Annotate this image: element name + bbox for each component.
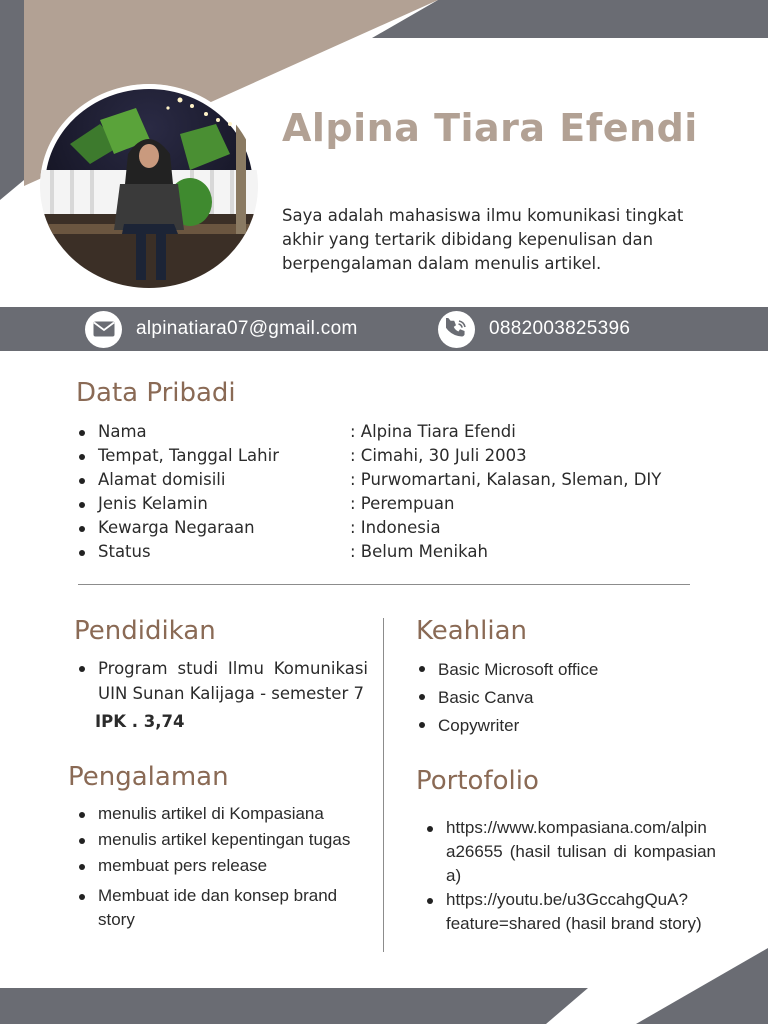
experience-heading: Pengalaman [68,762,229,792]
phone-contact[interactable] [438,307,630,351]
gpa-text: IPK . 3,74 [95,712,185,731]
list-item: Copywriter [416,712,716,740]
education-heading: Pendidikan [74,616,216,646]
email-text[interactable]: alpinatiara07@gmail.com [136,318,358,339]
bottom-slate-band [0,988,588,1024]
portfolio-link[interactable]: https://youtu.be/u3GccahgQuA?feature=shared (hasil brand story) [424,888,716,936]
profile-photo [40,84,258,288]
contact-band [0,307,768,351]
list-item [76,420,676,444]
skills-heading: Keahlian [416,616,528,646]
envelope-icon [85,311,122,348]
email-contact[interactable] [85,307,358,351]
profile-summary: Saya adalah mahasiswa ilmu komunikasi tingkat akhir yang tertarik dibidang kepenulisan dan berpengalaman dalam menulis artikel. [282,206,684,273]
personal-label: Kewarga Negaraan [98,518,255,537]
person-name: Alpina Tiara Efendi [282,106,698,150]
portfolio-heading: Portofolio [416,766,539,796]
section-divider [78,584,690,585]
list-item: Basic Microsoft office [416,656,716,684]
personal-value: : Indonesia [350,518,441,537]
top-left-slate-strip [0,0,24,200]
personal-label: Tempat, Tanggal Lahir [98,446,279,465]
portfolio-list [424,816,716,936]
column-divider [383,618,384,952]
personal-label: Status [98,542,151,561]
list-item: Basic Canva [416,684,716,712]
skills-list [416,656,716,740]
personal-data-list [76,420,676,564]
list-item [76,444,676,468]
phone-text[interactable]: 0882003825396 [489,318,631,339]
list-item [76,516,676,540]
list-item [76,468,676,492]
list-item: Program studi Ilmu Komunikasi UIN Sunan Kalijaga - semester 7 [76,656,368,706]
list-item: membuat pers release [76,854,366,878]
bottom-right-slate-triangle [636,948,768,1024]
list-item: menulis artikel di Kompasiana [76,802,366,826]
personal-value: : Purwomartani, Kalasan, Sleman, DIY [350,470,662,489]
personal-value: : Belum Menikah [350,542,488,561]
list-item [76,492,676,516]
personal-data-heading: Data Pribadi [76,378,236,408]
personal-label: Jenis Kelamin [98,494,208,513]
top-right-slate-shape [372,0,768,38]
personal-value: : Perempuan [350,494,455,513]
education-list [76,656,368,706]
list-item: Membuat ide dan konsep brand story [76,884,366,932]
phone-icon [438,311,475,348]
personal-value: : Alpina Tiara Efendi [350,422,516,441]
list-item [76,540,676,564]
experience-list [76,802,366,934]
personal-label: Alamat domisili [98,470,226,489]
personal-value: : Cimahi, 30 Juli 2003 [350,446,527,465]
portfolio-link[interactable]: https://www.kompasiana.com/alpina26655 (hasil tulisan di kompasiana) [424,816,716,888]
personal-label: Nama [98,422,147,441]
list-item: menulis artikel kepentingan tugas [76,828,366,852]
